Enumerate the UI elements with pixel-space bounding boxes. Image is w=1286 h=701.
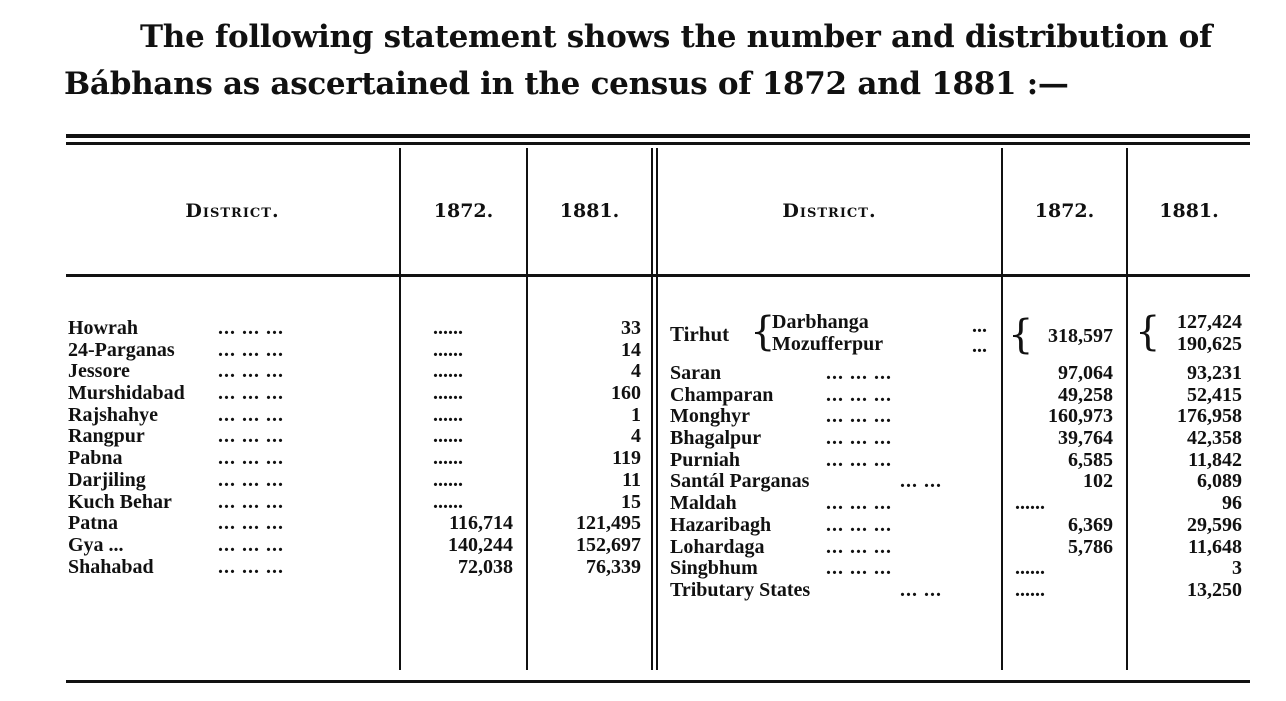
value-1872: 5,786 bbox=[1068, 535, 1113, 558]
value-1872: 116,714 bbox=[449, 512, 513, 535]
value-1881: 96 bbox=[1222, 492, 1242, 515]
table-row bbox=[68, 557, 648, 579]
district-name: Champaran bbox=[670, 383, 774, 406]
value-1872: 97,064 bbox=[1058, 362, 1113, 384]
center-double-divider bbox=[651, 148, 653, 670]
value-1881: 52,415 bbox=[1187, 383, 1242, 406]
table-row bbox=[670, 428, 1250, 450]
header-1881-left: 1881. bbox=[559, 200, 620, 222]
value-1881: 11 bbox=[622, 468, 641, 491]
value-1881: 190,625 bbox=[1177, 333, 1242, 355]
district-name: Lohardaga bbox=[670, 535, 765, 558]
leader-dots: ... ... ... bbox=[218, 317, 284, 339]
header-1872-right: 1872. bbox=[1034, 200, 1095, 222]
leader-dots: ... ... ... bbox=[218, 447, 284, 470]
leader-dots: ... bbox=[972, 335, 987, 357]
value-1881: 1 bbox=[631, 403, 641, 426]
table-row bbox=[68, 470, 648, 492]
sub-district-name: Mozufferpur bbox=[772, 333, 884, 355]
intro-line-2: Bábhans as ascertained in the census of 1872 and 1881 :— bbox=[64, 66, 1069, 102]
district-name: Rangpur bbox=[68, 425, 145, 448]
leader-dots: ... ... ... bbox=[218, 403, 284, 426]
district-name: Saran bbox=[670, 362, 722, 384]
district-name: Kuch Behar bbox=[68, 490, 172, 513]
left-table-body bbox=[68, 318, 648, 578]
table-row bbox=[68, 492, 648, 514]
district-name: Patna bbox=[68, 512, 118, 535]
table-top-rule-inner bbox=[66, 142, 1250, 145]
value-1881: 93,231 bbox=[1187, 362, 1242, 384]
leader-dots: ... ... ... bbox=[218, 512, 284, 535]
value-1881: 160 bbox=[611, 382, 641, 405]
value-1881: 121,495 bbox=[576, 512, 641, 535]
table-row bbox=[670, 493, 1250, 515]
value-1881: 13,250 bbox=[1187, 578, 1242, 601]
district-name: Rajshahye bbox=[68, 403, 159, 426]
table-row bbox=[670, 363, 1250, 385]
table-row bbox=[68, 361, 648, 383]
value-1872: 318,597 bbox=[1048, 325, 1113, 347]
district-name: Gya ... bbox=[68, 533, 124, 556]
value-1881: 33 bbox=[621, 317, 641, 339]
value-1872: ...... bbox=[1015, 578, 1045, 601]
district-name: Bhagalpur bbox=[670, 427, 762, 450]
tirhut-label: Tirhut bbox=[670, 322, 730, 346]
value-1881: 119 bbox=[612, 447, 641, 470]
table-row bbox=[670, 385, 1250, 407]
leader-dots: ... ... ... bbox=[218, 468, 284, 491]
table-row bbox=[68, 426, 648, 448]
leader-dots: ... ... ... bbox=[218, 382, 284, 405]
table-row bbox=[68, 340, 648, 362]
value-1872: 72,038 bbox=[458, 555, 513, 578]
value-1881: 29,596 bbox=[1187, 513, 1242, 536]
value-1872: ...... bbox=[433, 403, 463, 426]
value-1872: ...... bbox=[433, 425, 463, 448]
table-row bbox=[670, 558, 1250, 580]
header-district-right: District. bbox=[782, 200, 877, 222]
header-bottom-rule bbox=[66, 274, 1250, 277]
district-name: Tributary States bbox=[670, 578, 811, 601]
district-name: Darjiling bbox=[68, 468, 146, 491]
leader-dots: ... ... ... bbox=[826, 448, 892, 471]
leader-dots: ... ... ... bbox=[826, 383, 892, 406]
leader-dots: ... bbox=[972, 315, 987, 337]
district-name: Monghyr bbox=[670, 405, 750, 428]
district-name: Howrah bbox=[68, 317, 138, 339]
table-row bbox=[68, 405, 648, 427]
value-1872: ...... bbox=[433, 360, 463, 383]
header-district-left: District. bbox=[185, 200, 280, 222]
value-1872: 49,258 bbox=[1058, 383, 1113, 406]
table-row bbox=[670, 537, 1250, 559]
value-1872: 39,764 bbox=[1058, 427, 1113, 450]
value-1881: 3 bbox=[1232, 557, 1242, 580]
leader-dots: ... ... ... bbox=[826, 492, 892, 515]
header-1872-left: 1872. bbox=[433, 200, 494, 222]
leader-dots: ... ... ... bbox=[218, 555, 284, 578]
value-1872: 6,585 bbox=[1068, 448, 1113, 471]
value-1872: ...... bbox=[1015, 492, 1045, 515]
sub-district-name: Darbhanga bbox=[772, 311, 869, 333]
district-name: Santál Parganas bbox=[670, 470, 810, 493]
value-1872: ...... bbox=[433, 468, 463, 491]
table-row bbox=[68, 535, 648, 557]
value-1881: 4 bbox=[631, 360, 641, 383]
leader-dots: ... ... ... bbox=[826, 557, 892, 580]
district-name: 24-Parganas bbox=[68, 338, 175, 361]
value-1881: 11,842 bbox=[1188, 448, 1242, 471]
table-top-rule bbox=[66, 134, 1250, 138]
district-name: Singbhum bbox=[670, 557, 758, 580]
value-1872: 160,973 bbox=[1048, 405, 1113, 428]
leader-dots: ... ... ... bbox=[826, 405, 892, 428]
district-name: Shahabad bbox=[68, 555, 154, 578]
value-1872: ...... bbox=[433, 447, 463, 470]
value-1881: 4 bbox=[631, 425, 641, 448]
leader-dots: ... ... ... bbox=[826, 362, 892, 384]
value-1881: 6,089 bbox=[1197, 470, 1242, 493]
table-bottom-rule bbox=[66, 680, 1250, 683]
table-row bbox=[68, 448, 648, 470]
intro-paragraph bbox=[64, 14, 1254, 108]
table-row bbox=[68, 318, 648, 340]
district-name: Murshidabad bbox=[68, 382, 185, 405]
table-row bbox=[68, 513, 648, 535]
district-name: Maldah bbox=[670, 492, 737, 515]
value-1872: ...... bbox=[1015, 557, 1045, 580]
table-row bbox=[670, 580, 1250, 602]
value-1881: 152,697 bbox=[576, 533, 641, 556]
right-table-body bbox=[670, 363, 1250, 602]
value-1881: 76,339 bbox=[586, 555, 641, 578]
district-name: Purniah bbox=[670, 448, 741, 471]
value-1881: 127,424 bbox=[1177, 311, 1242, 333]
leader-dots: ... ... bbox=[900, 578, 942, 601]
value-1872: 6,369 bbox=[1068, 513, 1113, 536]
table-row bbox=[670, 471, 1250, 493]
leader-dots: ... ... ... bbox=[218, 425, 284, 448]
table-row bbox=[670, 406, 1250, 428]
value-1881: 11,648 bbox=[1188, 535, 1242, 558]
leader-dots: ... ... ... bbox=[218, 533, 284, 556]
header-1881-right: 1881. bbox=[1159, 200, 1219, 222]
district-name: Hazaribagh bbox=[670, 513, 772, 536]
value-1872: ...... bbox=[433, 382, 463, 405]
table-row bbox=[670, 450, 1250, 472]
district-name: Pabna bbox=[68, 447, 123, 470]
brace-icon: { bbox=[1008, 312, 1034, 358]
value-1881: 42,358 bbox=[1187, 427, 1242, 450]
leader-dots: ... ... ... bbox=[826, 513, 892, 536]
value-1872: ...... bbox=[433, 490, 463, 513]
intro-line-1: The following statement shows the number and distribution of bbox=[140, 19, 1213, 55]
district-name: Jessore bbox=[68, 360, 130, 383]
brace-icon: { bbox=[1135, 309, 1161, 355]
leader-dots: ... ... ... bbox=[826, 427, 892, 450]
leader-dots: ... ... bbox=[900, 470, 942, 493]
leader-dots: ... ... ... bbox=[826, 535, 892, 558]
value-1881: 15 bbox=[621, 490, 641, 513]
leader-dots: ... ... ... bbox=[218, 360, 284, 383]
leader-dots: ... ... ... bbox=[218, 338, 284, 361]
table-row bbox=[670, 515, 1250, 537]
value-1872: ...... bbox=[433, 338, 463, 361]
leader-dots: ... ... ... bbox=[218, 490, 284, 513]
value-1872: 140,244 bbox=[448, 533, 513, 556]
value-1872: 102 bbox=[1083, 470, 1113, 493]
value-1881: 176,958 bbox=[1177, 405, 1242, 428]
center-double-divider bbox=[656, 148, 658, 670]
table-row bbox=[68, 383, 648, 405]
brace-icon: { bbox=[750, 309, 776, 355]
value-1872: ...... bbox=[433, 317, 463, 339]
value-1881: 14 bbox=[621, 338, 641, 361]
